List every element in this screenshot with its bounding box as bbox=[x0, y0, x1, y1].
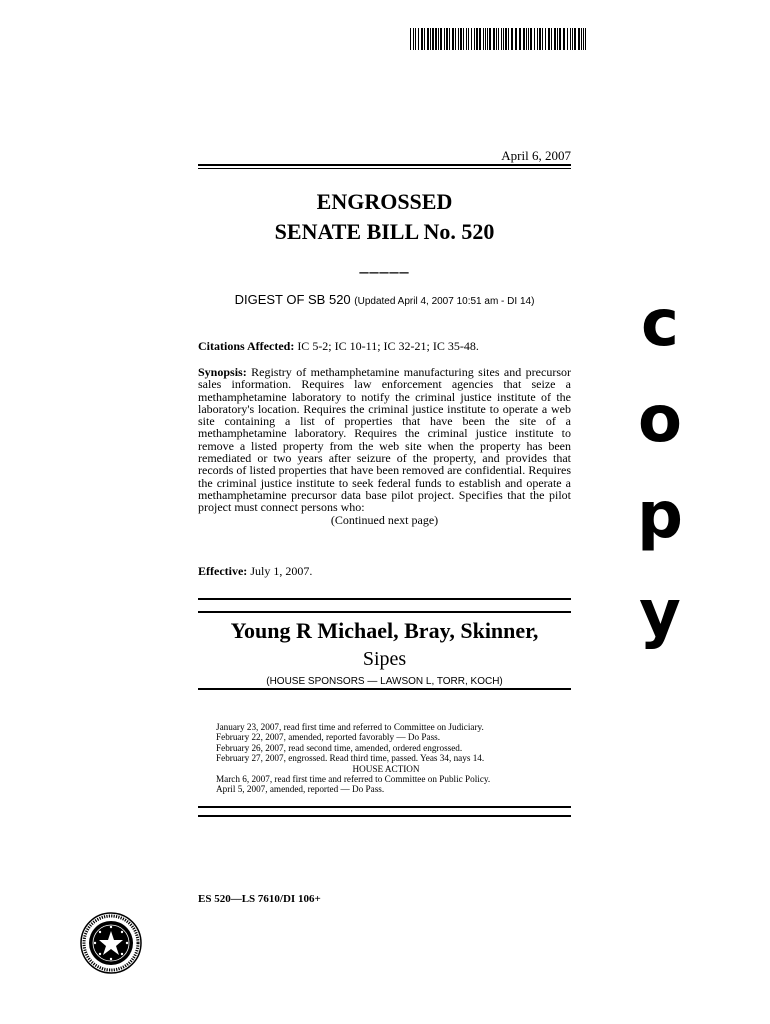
bill-authors-line2: Sipes bbox=[362, 648, 407, 670]
digest-updated: (Updated April 4, 2007 10:51 am - DI 14) bbox=[354, 296, 535, 307]
effective-value: July 1, 2007. bbox=[250, 564, 313, 578]
copy-watermark-letter: o bbox=[638, 383, 682, 457]
bill-title-line2: SENATE BILL No. 520 bbox=[274, 219, 495, 244]
legislative-history bbox=[216, 722, 556, 795]
divider-line bbox=[198, 688, 571, 690]
history-entry: April 5, 2007, amended, reported — Do Pass. bbox=[216, 784, 385, 795]
bill-footer-code: ES 520—LS 7610/DI 106+ bbox=[198, 893, 321, 905]
effective-date bbox=[198, 564, 571, 579]
digest-heading bbox=[198, 292, 571, 307]
synopsis-continued: (Continued next page) bbox=[330, 512, 439, 527]
house-sponsors: (HOUSE SPONSORS — LAWSON L, TORR, KOCH) bbox=[266, 676, 503, 687]
divider-line bbox=[198, 168, 571, 169]
title-dash: _____ bbox=[359, 255, 410, 275]
copy-watermark-letter: c bbox=[641, 287, 679, 361]
bill-authors: Young R Michael, Bray, Skinner, bbox=[230, 618, 539, 643]
history-entry: February 26, 2007, read second time, amended, ordered engrossed. bbox=[216, 742, 463, 753]
divider-line bbox=[198, 815, 571, 817]
history-entry: March 6, 2007, read first time and referred to Committee on Public Policy. bbox=[216, 774, 491, 785]
citations-label: Citations Affected: bbox=[198, 339, 295, 353]
divider-line bbox=[198, 611, 571, 613]
copy-watermark-letter: p bbox=[637, 479, 683, 553]
effective-label: Effective: bbox=[198, 564, 248, 578]
synopsis-label: Synopsis: bbox=[198, 365, 247, 379]
synopsis-text: Registry of methamphetamine manufacturing sites and precursor sales information. Requires law enforcement agencies that seize a methamphetamine laboratory to notify the criminal justice institute of the laboratory's location. Requires the criminal justice institute to operate a web site containing a list of properties that have been the site of a methamphetamine laboratory. Requires the criminal justice institute to remove a listed property from the web site when the property has been remediated or two years after seizure of the property, and provides that records of listed properties that have been removed are confidential. Requires the criminal justice institute to seek federal funds to establish and operate a methamphetamine precursor data base pilot project. Specifies that the pilot project must connect persons who: bbox=[198, 365, 571, 515]
barcode-icon bbox=[410, 28, 588, 50]
history-entry: February 27, 2007, engrossed. Read third time, passed. Yeas 34, nays 14. bbox=[216, 753, 485, 764]
indiana-state-seal-icon bbox=[80, 912, 142, 974]
divider-line bbox=[198, 164, 571, 166]
bill-date: April 6, 2007 bbox=[501, 148, 571, 163]
digest-label: DIGEST OF SB 520 bbox=[234, 292, 351, 307]
citations-affected bbox=[198, 339, 571, 354]
divider-line bbox=[198, 806, 571, 808]
divider-line bbox=[198, 598, 571, 600]
copy-watermark-letter: y bbox=[639, 577, 681, 651]
house-action-heading: HOUSE ACTION bbox=[352, 763, 420, 774]
citations-value: IC 5-2; IC 10-11; IC 32-21; IC 35-48. bbox=[297, 339, 479, 353]
history-entry: February 22, 2007, amended, reported favorably — Do Pass. bbox=[216, 732, 441, 743]
history-entry: January 23, 2007, read first time and referred to Committee on Judiciary. bbox=[216, 722, 484, 732]
synopsis bbox=[198, 366, 571, 526]
bill-title-line1: ENGROSSED bbox=[316, 189, 453, 214]
